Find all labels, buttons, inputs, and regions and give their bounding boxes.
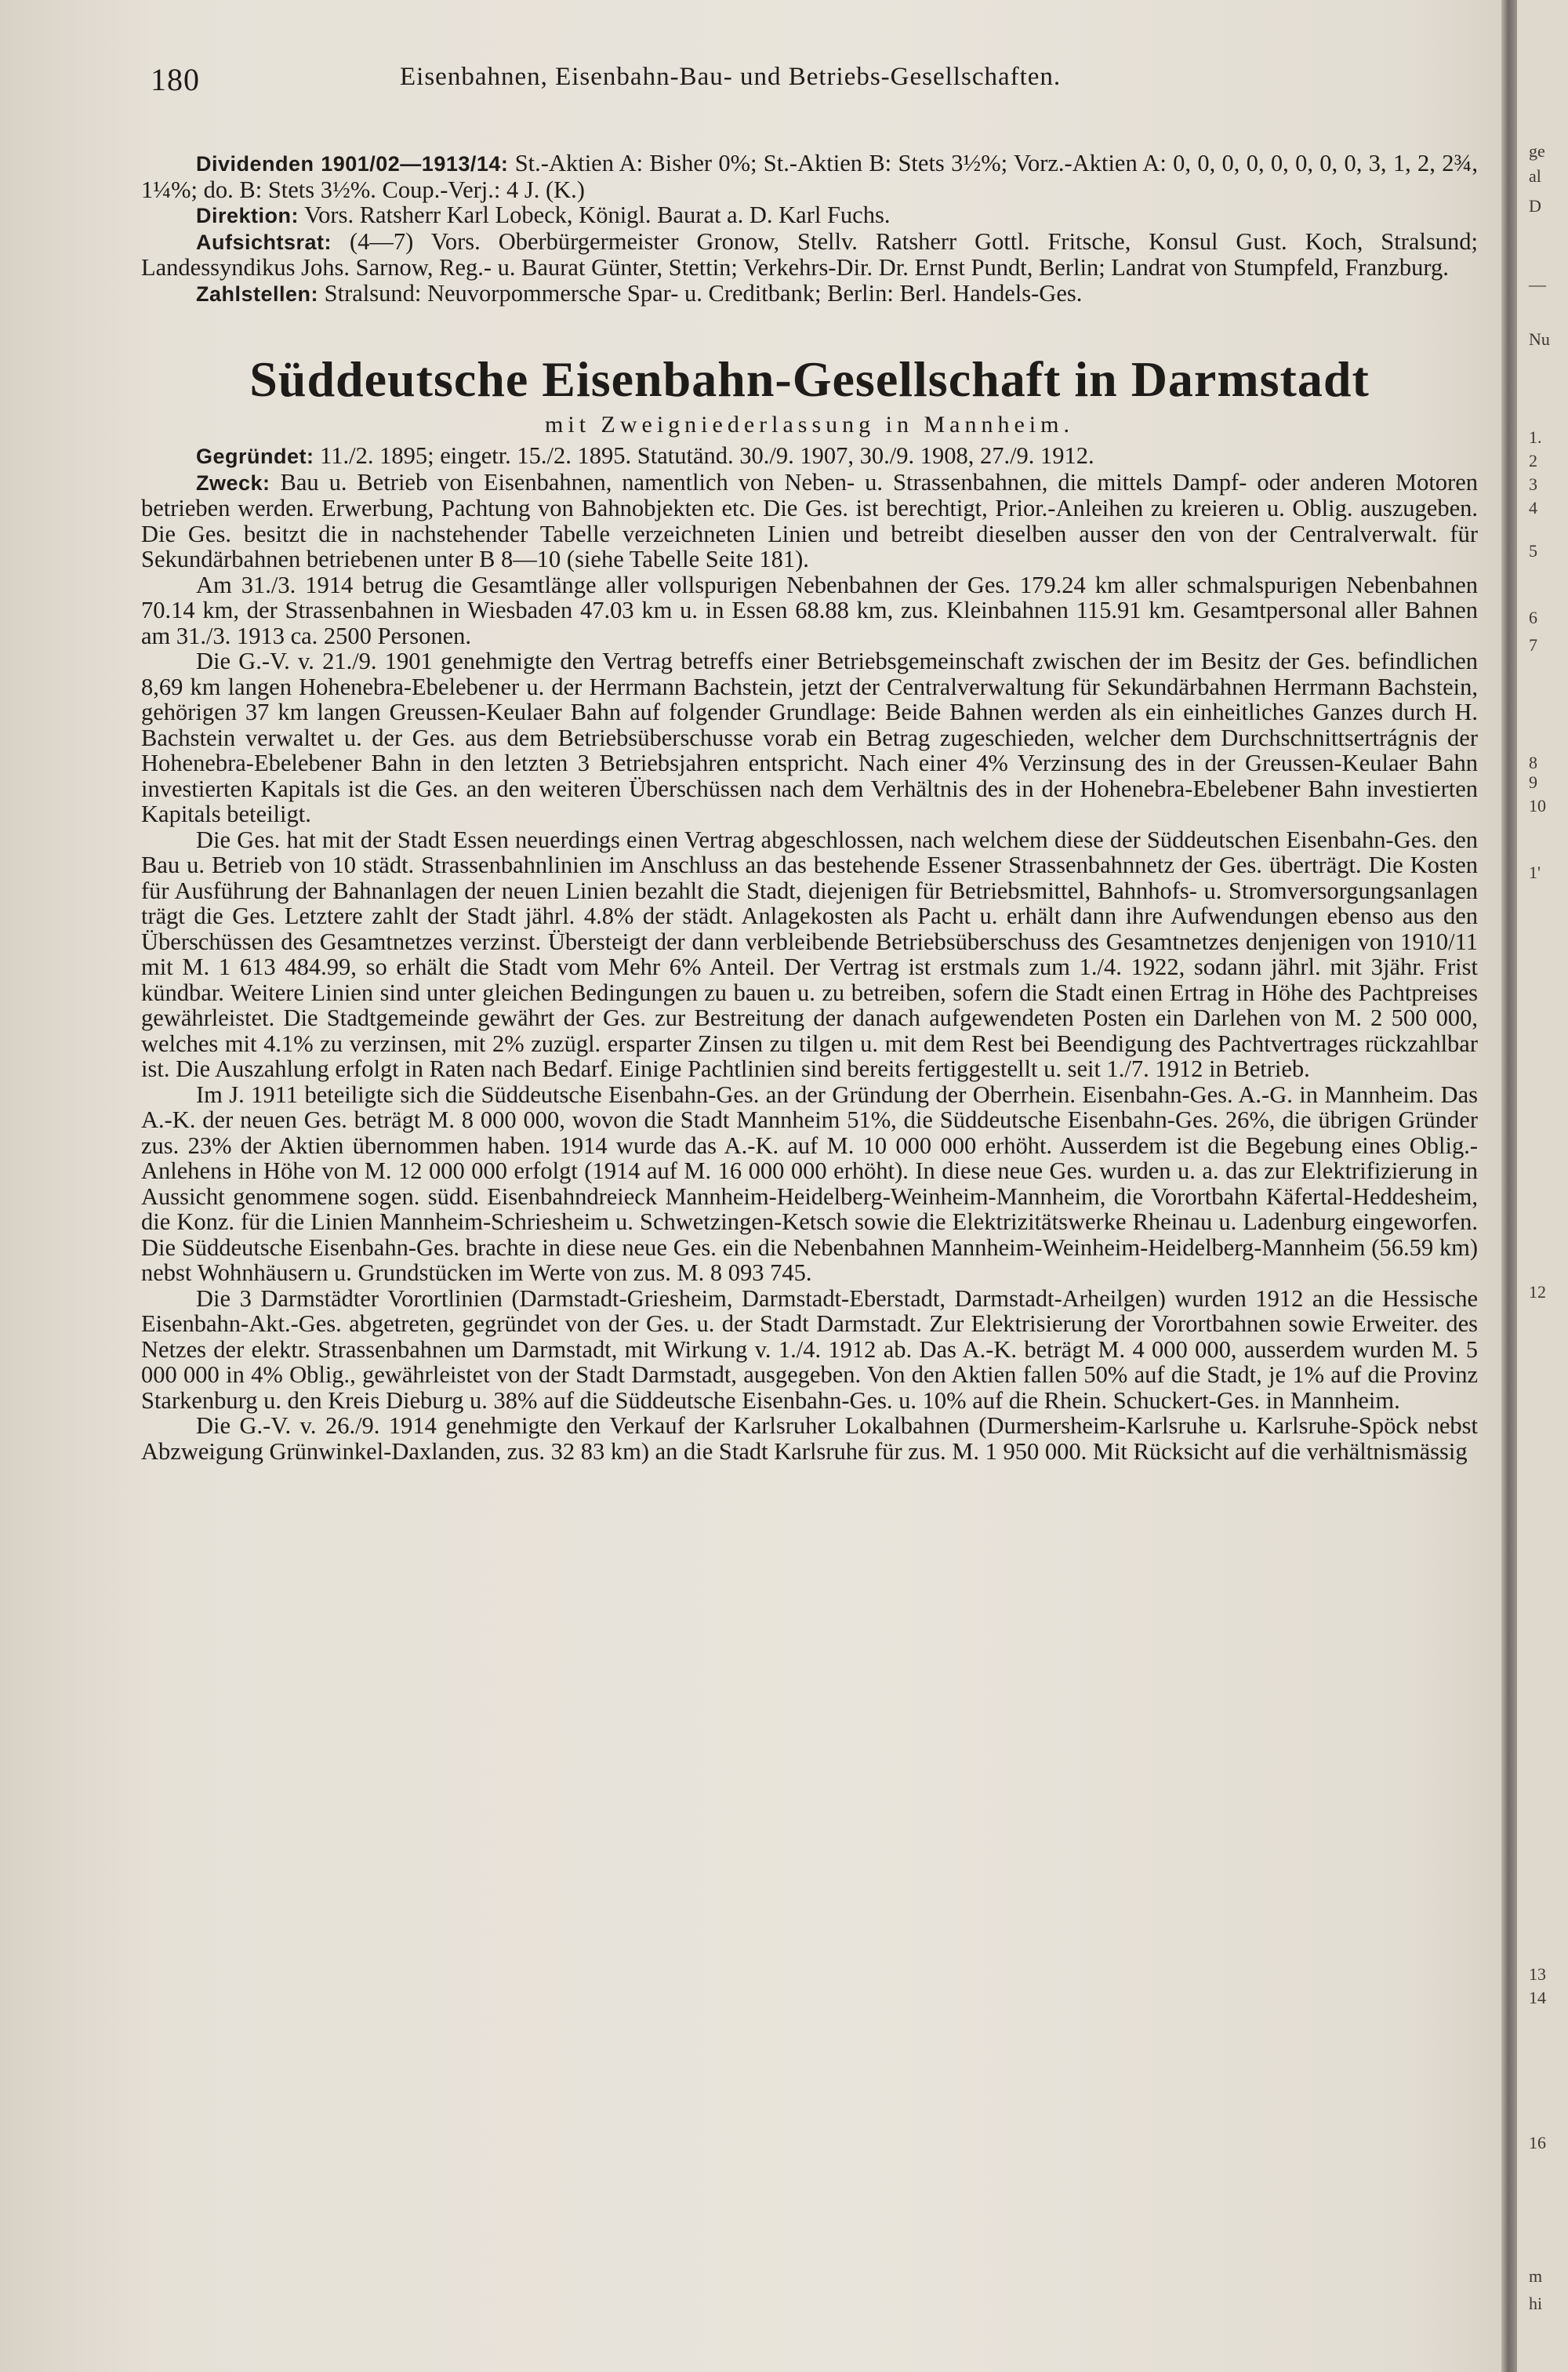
adjacent-page-margin-fragments (1523, 0, 1568, 2372)
margin-fragment: 14 (1529, 1988, 1546, 2007)
margin-fragment: ge (1529, 141, 1545, 161)
purpose-text: Bau u. Betrieb von Eisenbahnen, namentlich von Neben- u. Strassenbahnen, die mittels Dampf- oder anderen Motoren betrieben werden. Erwerbung, Pachtung von Bahnobjekten etc. Die Ges. ist berechtigt, Prior.-Anleihen zu kreieren u. Oblig. auszugeben. Die Ges. besitzt die in nachstehender Tabelle verzeichneten Linien und betreibt dieselben ausser den von der Centralverwalt. für Sekundärbahnen betriebenen unter B 8—10 (siehe Tabelle Seite 181). (141, 468, 1478, 572)
margin-fragment: 8 (1529, 753, 1537, 772)
body-paragraph: Im J. 1911 beteiligte sich die Süddeutsche Eisenbahn-Ges. an der Gründung der Oberrhein. Eisenbahn-Ges. A.-G. in Mannheim. Das A.-K. der neuen Ges. beträgt M. 8 000 000, wovon die Stadt Mannheim 51%, die Süddeutsche Eisenbahn-Ges. 26%, die übrigen Gründer zus. 23% der Aktien übernommen haben. 1914 wurde das A.-K. auf M. 10 000 000 erhöht. Ausserdem ist die Begebung eines Oblig.-Anlehens in Höhe von M. 12 000 000 erfolgt (1914 auf M. 16 000 000 erhöht). In diese neue Ges. wurden u. a. das zur Elektrifizierung in Aussicht genommene sogen. südd. Eisenbahndreieck Mannheim-Heidelberg-Weinheim-Mannheim, die Vorortbahn Käfertal-Heddesheim, die Konz. für die Linien Mannheim-Schriesheim u. Schwetzingen-Ketsch sowie die Elektrizitätswerke Rheinau u. Ladenburg eingeworfen. Die Süddeutsche Eisenbahn-Ges. brachte in diese neue Ges. ein die Nebenbahnen Mannheim-Weinheim-Heidelberg-Mannheim (56.59 km) nebst Wohnhäusern u. Grundstücken im Werte von zus. M. 8 093 745. (141, 1081, 1478, 1286)
payment-paragraph (141, 281, 1478, 307)
body-paragraph: Am 31./3. 1914 betrug die Gesamtlänge aller vollspurigen Nebenbahnen der Ges. 179.24 km aller schmalspurigen Nebenbahnen 70.14 km, der Strassenbahnen in Wiesbaden 47.03 km u. in Essen 68.88 km, zus. Kleinbahnen 115.91 km. Gesamtpersonal aller Bahnen am 31./3. 1913 ca. 2500 Personen. (141, 571, 1478, 649)
board-text: (4—7) Vors. Oberbürgermeister Gronow, Stellv. Ratsherr Gottl. Fritsche, Konsul Gust. Koch, Stralsund; Landessyndikus Johs. Sarnow, Reg.- u. Baurat Günter, Stettin; Verkehrs-Dir. Dr. Ernst Pundt, Berlin; Landrat von Stumpfeld, Franzburg. (141, 227, 1478, 281)
body-paragraph: Die Ges. hat mit der Stadt Essen neuerdings einen Vertrag abgeschlossen, nach welchem diese der Süddeutschen Eisenbahn-Ges. den Bau u. Betrieb von 10 städt. Strassenbahnlinien im Anschluss an das bestehende Essener Strassenbahnnetz der Ges. überträgt. Die Kosten für Ausführung der Bahnanlagen der neuen Linien bezahlt die Stadt, diejenigen für Betriebsmittel, Bahnhofs- u. Stromversorgungsanlagen trägt die Ges. Letztere zahlt der Stadt jährl. 4.8% der städt. Anlagekosten als Pacht u. erhält dann ihre Aufwendungen ebenso aus den Überschüssen des Gesamtnetzes verzinst. Übersteigt der dann verbleibende Betriebsüberschuss des Gesamtnetzes denjenigen von 1910/11 mit M. 1 613 484.99, so erhält die Stadt vom Mehr 6% Anteil. Der Vertrag ist erstmals zum 1./4. 1922, sodann jährl. mit 3jähr. Frist kündbar. Weitere Linien sind unter gleichen Bedingungen zu bauen u. zu betreiben, sofern die Stadt einen Ertrag in Höhe des Pachtpreises gewährleistet. Die Stadtgemeinde gewährt der Ges. zur Bestreitung der danach aufgewendeten Posten ein Darlehen von M. 2 500 000, welches mit 4.1% zu verzinsen, mit 2% zuzügl. ersparter Zinsen zu tilgen u. mit dem Rest bei Beendigung des Pachtvertrages rückzahlbar ist. Die Auszahlung erfolgt in Raten nach Bedarf. Einige Pachtlinien sind bereits fertiggestellt u. seit 1./7. 1912 in Betrieb. (141, 826, 1478, 1082)
dividends-label: Dividenden 1901/02—1913/14: (196, 152, 509, 176)
margin-fragment: 3 (1529, 474, 1537, 494)
margin-fragment: 12 (1529, 1282, 1546, 1302)
margin-fragment: 4 (1529, 498, 1537, 518)
company-title: Süddeutsche Eisenbahn-Gesellschaft in Darmstadt (249, 351, 1370, 407)
margin-fragment: 9 (1529, 772, 1537, 792)
margin-fragment: 13 (1529, 1964, 1546, 1984)
margin-fragment: D (1529, 196, 1541, 216)
margin-fragment: 6 (1529, 608, 1537, 627)
page-number: 180 (151, 62, 200, 97)
book-gutter-shadow (1501, 0, 1517, 2372)
margin-fragment: al (1529, 166, 1541, 186)
purpose-label: Zweck: (196, 470, 270, 495)
company-entry (141, 443, 1478, 1464)
payment-label: Zahlstellen: (196, 282, 319, 306)
direction-label: Direktion: (196, 204, 299, 227)
body-paragraph: Die 3 Darmstädter Vorortlinien (Darmstadt-Griesheim, Darmstadt-Eberstadt, Darmstadt-Arheilgen) wurden 1912 an die Hessische Eisenbahn-Akt.-Ges. abgetreten, gegründet von der Ges. u. der Stadt Darmstadt. Zur Elektrisierung der Vorortbahnen sowie Erweiter. des Netzes der elektr. Strassenbahnen um Darmstadt, mit Wirkung v. 1./4. 1912 ab. Das A.-K. beträgt M. 4 000 000, ausserdem wurden M. 5 000 000 in 4% Oblig., gewährleistet von der Stadt Darmstadt, ausgegeben. Von den Aktien fallen 50% auf die Stadt, je 1% auf die Provinz Starkenburg u. den Kreis Dieburg u. 38% auf die Süddeutsche Eisenbahn-Ges. u. 10% auf die Rhein. Schuckert-Ges. in Mannheim. (141, 1284, 1478, 1414)
founded-text: 11./2. 1895; eingetr. 15./2. 1895. Statutänd. 30./9. 1907, 30./9. 1908, 27./9. 1912. (314, 442, 1094, 469)
founded-paragraph (141, 443, 1478, 470)
board-label: Aufsichtsrat: (196, 230, 332, 254)
margin-fragment: 7 (1529, 635, 1537, 655)
dividends-text: St.-Aktien A: Bisher 0%; St.-Aktien B: Stets 3½%; Vorz.-Aktien A: 0, 0, 0, 0, 0, 0, 0, 0, 3, 1, 2, 2¾, 1¼%; do. B: Stets 3½%. Coup.-Verj.: 4 J. (K.) (141, 150, 1478, 203)
page-header (141, 55, 1478, 102)
founded-label: Gegründet: (196, 445, 314, 468)
board-paragraph (141, 229, 1478, 281)
margin-fragment: Nu (1529, 329, 1550, 349)
running-title: Eisenbahnen, Eisenbahn-Bau- und Betriebs-Gesellschaften. (400, 63, 1062, 91)
margin-fragment: 5 (1529, 541, 1537, 561)
margin-fragment: 2 (1529, 451, 1537, 470)
margin-fragment: — (1529, 274, 1546, 294)
purpose-paragraph (141, 470, 1478, 572)
margin-fragment: 16 (1529, 2133, 1546, 2152)
direction-paragraph (141, 202, 1478, 229)
direction-text: Vors. Ratsherr Karl Lobeck, Königl. Baurat a. D. Karl Fuchs. (299, 202, 891, 228)
body-paragraph: Die G.-V. v. 26./9. 1914 genehmigte den Verkauf der Karlsruher Lokalbahnen (Durmersheim-Karlsruhe u. Karlsruhe-Spöck nebst Abzweigung Grünwinkel-Daxlanden, zus. 32 83 km) an die Stadt Karlsruhe für zus. M. 1 950 000. Mit Rücksicht auf die verhältnismässig (141, 1412, 1478, 1465)
payment-text: Stralsund: Neuvorpommersche Spar- u. Creditbank; Berlin: Berl. Handels-Ges. (318, 279, 1083, 307)
margin-fragment: 10 (1529, 796, 1546, 815)
dividends-paragraph (141, 151, 1478, 202)
margin-fragment: hi (1529, 2294, 1543, 2313)
margin-fragment: m (1529, 2266, 1543, 2286)
company-subtitle: mit Zweigniederlassung in Mannheim. (545, 412, 1074, 438)
margin-fragment: 1' (1529, 863, 1541, 882)
margin-fragment: 1. (1529, 427, 1542, 447)
previous-entry-tail (141, 151, 1478, 307)
body-paragraph: Die G.-V. v. 21./9. 1901 genehmigte den Vertrag betreffs einer Betriebsgemeinschaft zwischen der im Besitz der Ges. befindlichen 8,69 km langen Hohenebra-Ebelebener u. der Herrmann Bachstein, jetzt der Centralverwaltung für Sekundärbahnen Herrmann Bachstein, gehörigen 37 km langen Greussen-Keulaer Bahn auf folgender Grundlage: Beide Bahnen werden als ein einheitliches Ganzes durch H. Bachstein verwaltet u. der Ges. aus dem Betriebsüberschusse vorab ein Betrag zugeschieden, welcher dem Durchschnittsertrágnis der Hohenebra-Ebelebener Bahn in den letzten 3 Betriebsjahren entspricht. Nach einer 4% Verzinsung des in der Greussen-Keulaer Bahn investierten Kapitals ist die Ges. an den weiteren Überschüssen nach dem Verhältnis des in der Hohenebra-Ebelebener Bahn investierten Kapitals beteiligt. (141, 648, 1478, 827)
book-page (141, 55, 1478, 1464)
